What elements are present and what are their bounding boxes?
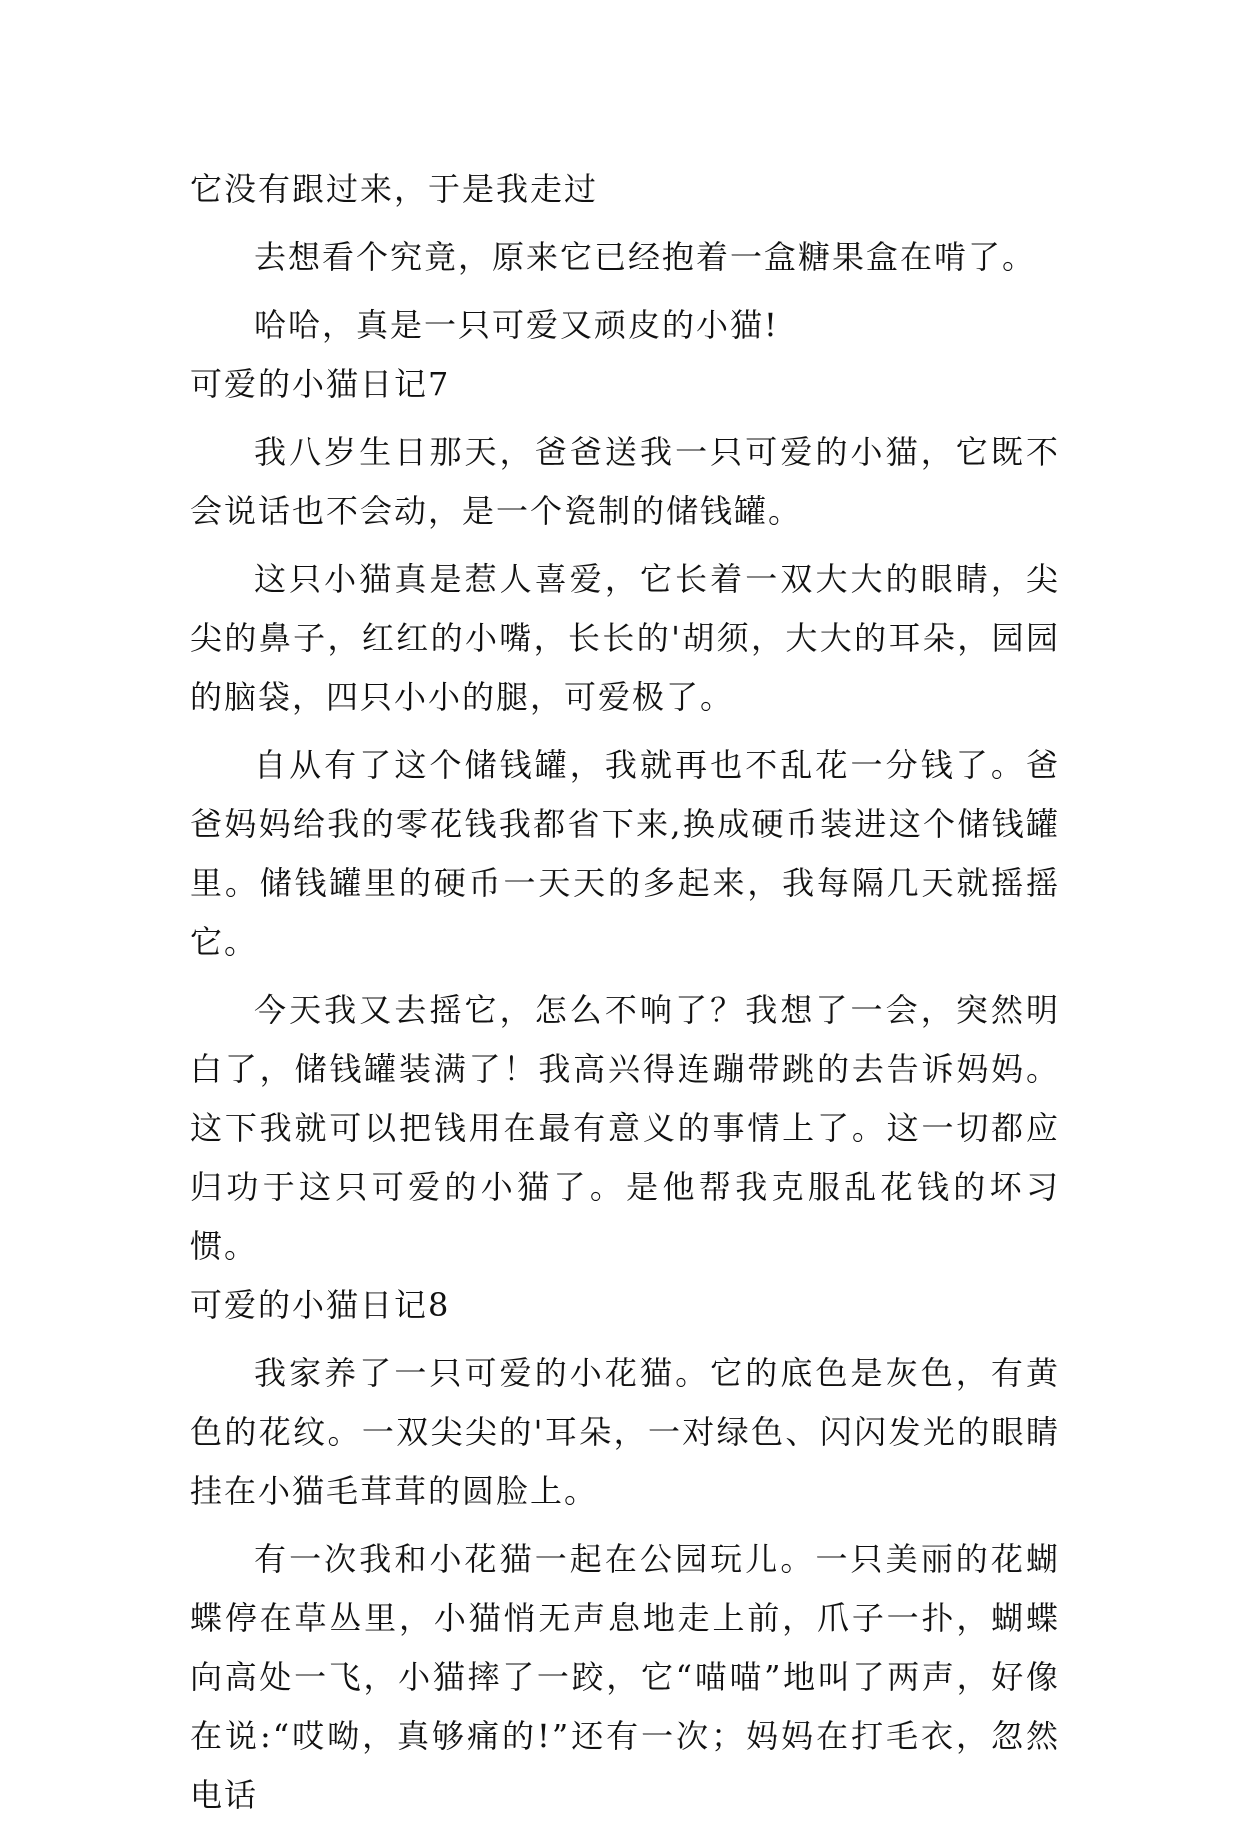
paragraph: 自从有了这个储钱罐，我就再也不乱花一分钱了。爸爸妈妈给我的零花钱我都省下来,换成硬币装进这个储钱罐里。储钱罐里的硬币一天天的多起来，我每隔几天就摇摇它。	[190, 746, 1060, 961]
paragraph: 这只小猫真是惹人喜爱，它长着一双大大的眼睛，尖尖的鼻子，红红的小嘴，长长的'胡须，大大的耳朵，园园的脑袋，四只小小的腿，可爱极了。	[190, 560, 1060, 716]
paragraph: 我家养了一只可爱的小花猫。它的底色是灰色，有黄色的花纹。一双尖尖的'耳朵，一对绿色、闪闪发光的眼睛挂在小猫毛茸茸的圆脸上。	[190, 1354, 1060, 1510]
paragraph: 它没有跟过来，于是我走过	[190, 170, 599, 208]
paragraph: 去想看个究竟，原来它已经抱着一盒糖果盒在啃了。	[254, 238, 1037, 276]
document-body	[190, 160, 1060, 1825]
paragraph: 有一次我和小花猫一起在公园玩儿。一只美丽的花蝴蝶停在草丛里，小猫悄无声息地走上前，爪子一扑，蝴蝶向高处一飞，小猫摔了一跤，它“喵喵”地叫了两声，好像在说:“哎呦，真够痛的!”还有一次；妈妈在打毛衣，忽然电话	[190, 1540, 1060, 1814]
section-heading: 可爱的小猫日记7	[190, 365, 451, 403]
paragraph: 哈哈，真是一只可爱又顽皮的小猫!	[254, 306, 779, 344]
paragraph: 今天我又去摇它，怎么不响了？我想了一会，突然明白了，储钱罐装满了！我高兴得连蹦带跳的去告诉妈妈。这下我就可以把钱用在最有意义的事情上了。这一切都应归功于这只可爱的小猫了。是他帮我克服乱花钱的坏习惯。	[190, 991, 1060, 1265]
section-heading: 可爱的小猫日记8	[190, 1286, 451, 1324]
paragraph: 我八岁生日那天，爸爸送我一只可爱的小猫，它既不会说话也不会动，是一个瓷制的储钱罐。	[190, 433, 1060, 530]
